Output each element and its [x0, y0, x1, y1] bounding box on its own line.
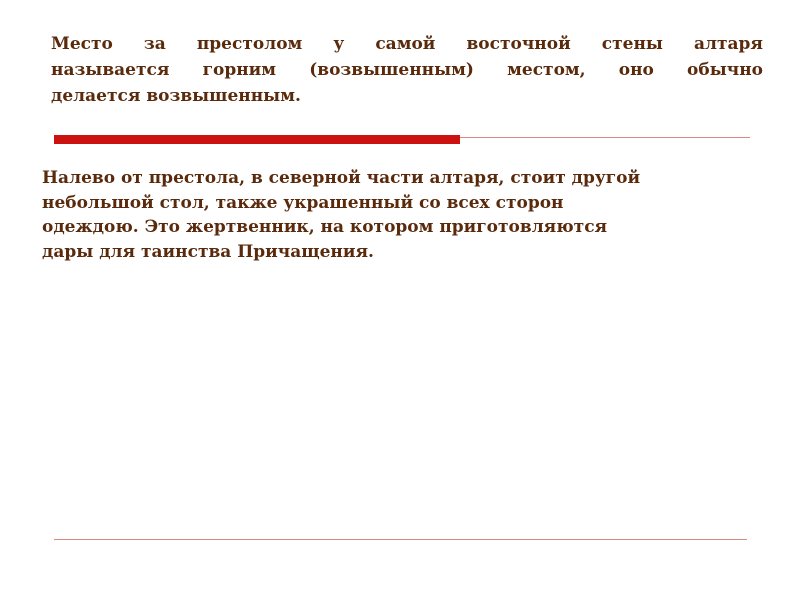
paragraph-line: Налево от престола, в северной части алтаря, стоит другой	[42, 168, 641, 188]
paragraph-line: дары для таинства Причащения.	[42, 241, 374, 262]
bottom-divider-line	[54, 539, 747, 540]
paragraph-line: Место за престолом у самой восточной стены алтаря	[51, 34, 763, 54]
paragraph-line: делается возвышенным.	[51, 86, 301, 106]
paragraph-line: называется горним (возвышенным) местом, оно обычно	[51, 60, 763, 80]
paragraph-line: одеждою. Это жертвенник, на котором приготовляются	[42, 217, 608, 237]
paragraph-line: небольшой стол, также украшенный со всех сторон	[42, 192, 564, 213]
paragraph-altar-high-place	[51, 31, 763, 109]
thin-divider-line	[460, 137, 750, 138]
accent-divider-bar	[54, 135, 460, 144]
paragraph-prothesis-table	[42, 166, 762, 264]
